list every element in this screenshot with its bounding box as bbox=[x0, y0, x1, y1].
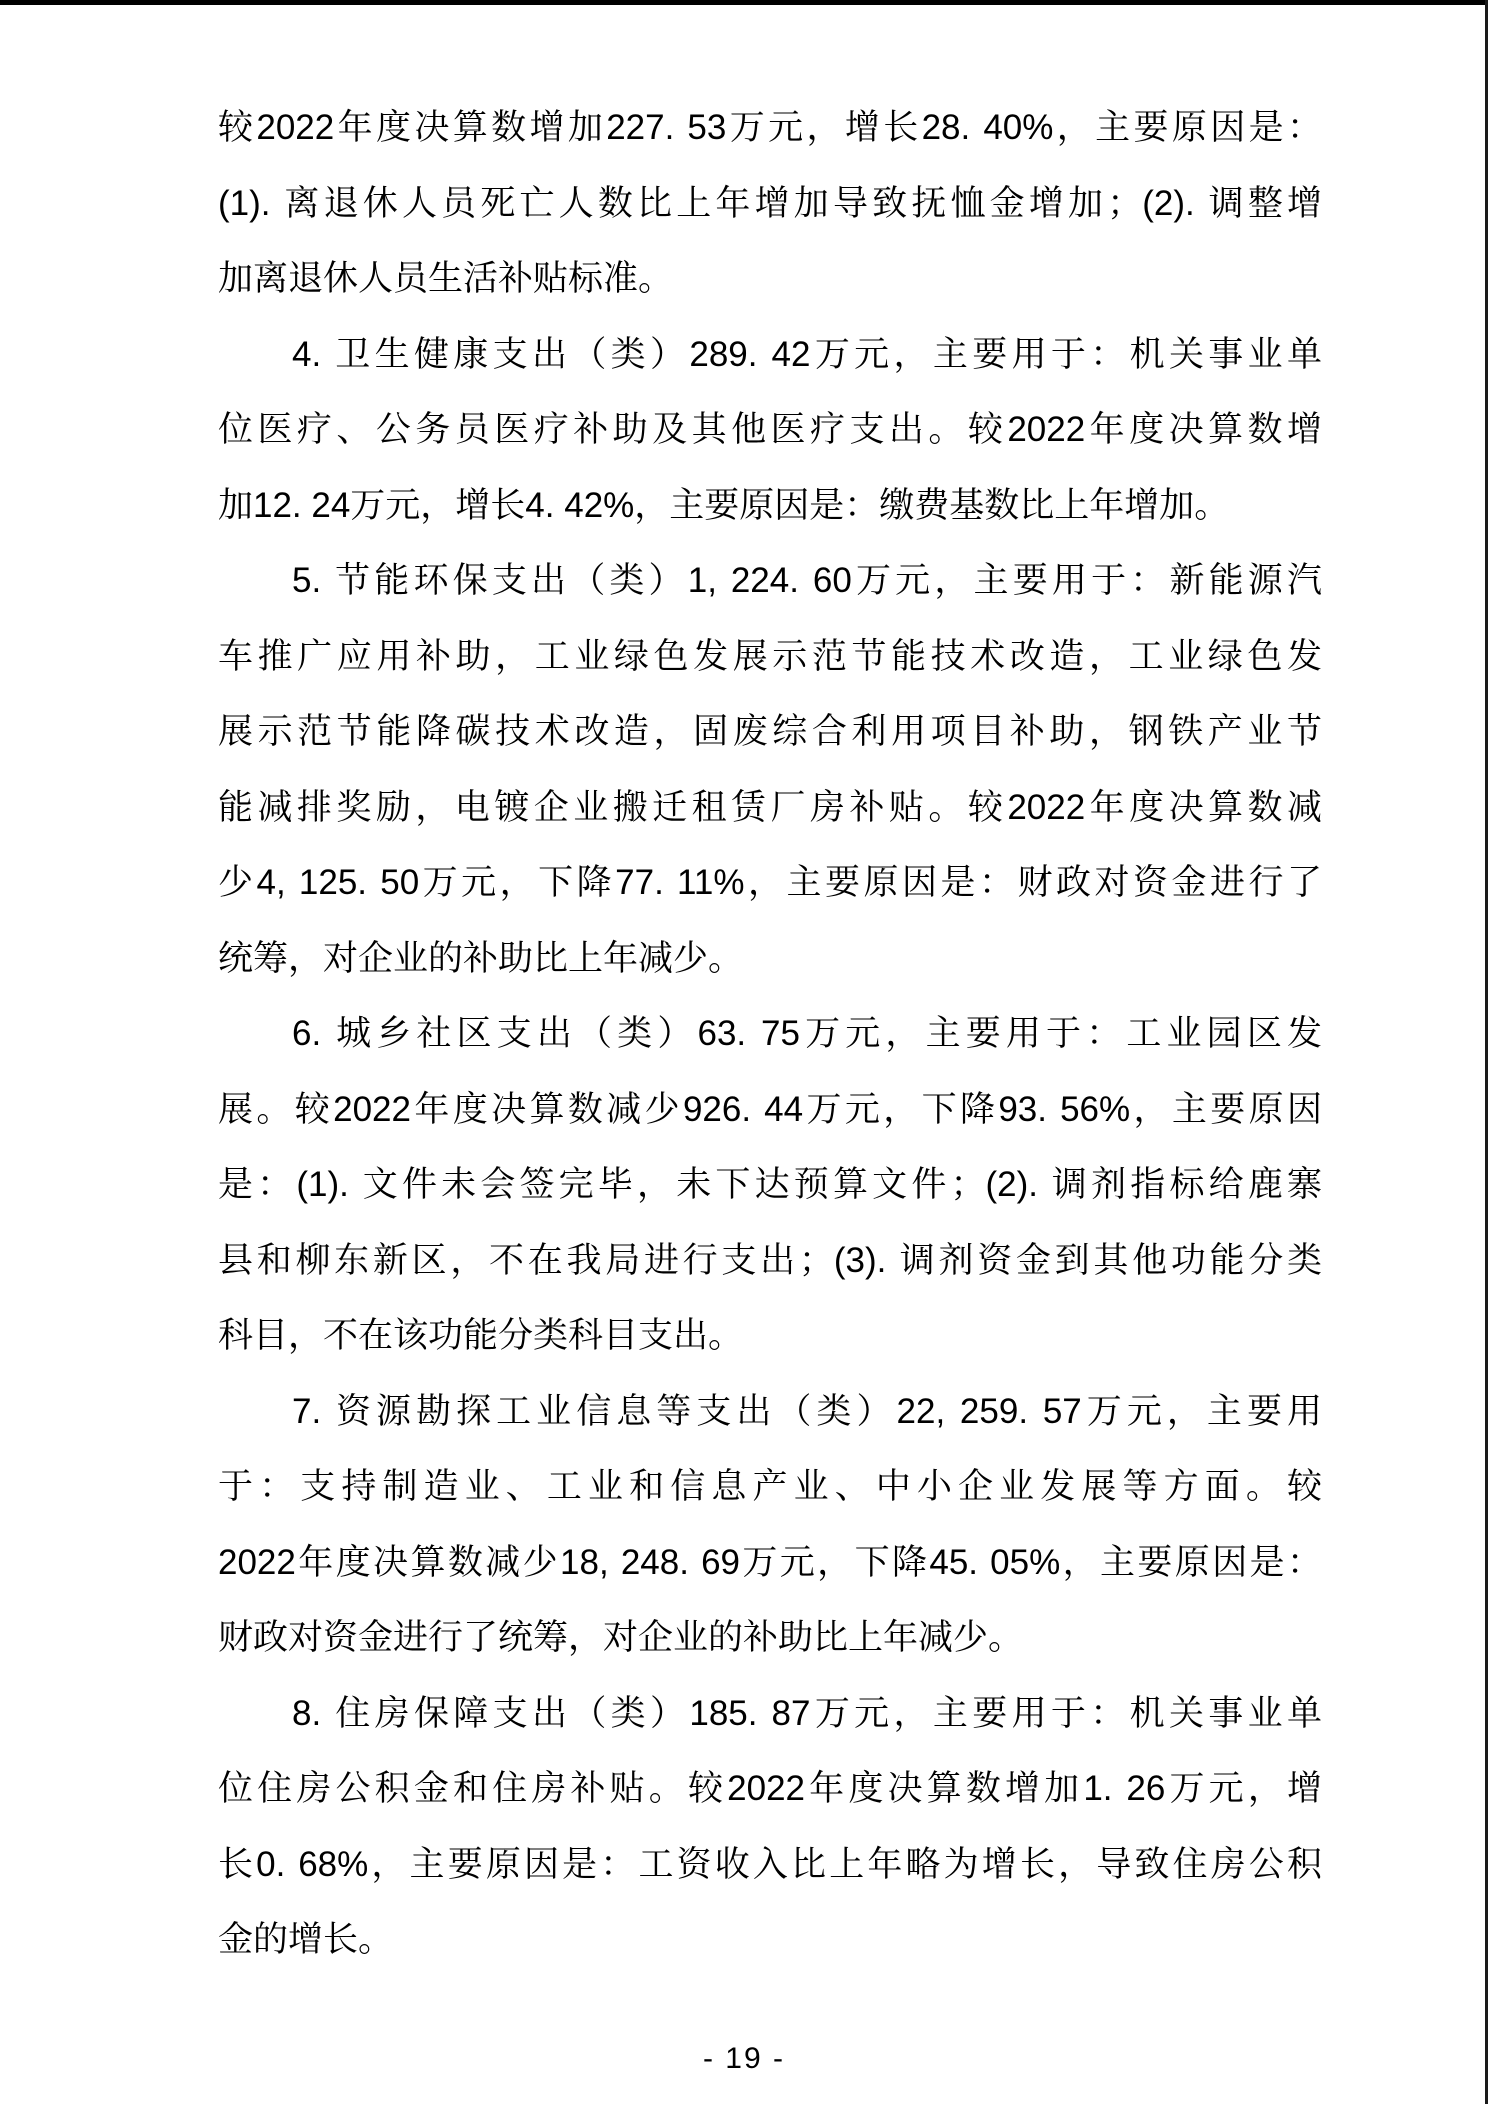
text-line: 加12. 24万元，增长4. 42%，主要原因是：缴费基数比上年增加。 bbox=[218, 485, 1230, 525]
text-line: (1). 离退休人员死亡人数比上年增加导致抚恤金增加；(2). 调整增 bbox=[218, 183, 1322, 223]
text-line: 8. 住房保障支出（类）185. 87万元，主要用于：机关事业单 bbox=[292, 1693, 1322, 1733]
page-number: - 19 - bbox=[702, 2042, 786, 2075]
text-line: 金的增长。 bbox=[218, 1920, 394, 1959]
text-line: 2022年度决算数减少18, 248. 69万元，下降45. 05%，主要原因是： bbox=[218, 1542, 1322, 1582]
text-line: 展示范节能降碳技术改造，固废综合利用项目补助，钢铁产业节 bbox=[218, 712, 1322, 751]
text-line: 较2022年度决算数增加227. 53万元，增长28. 40%，主要原因是： bbox=[218, 108, 1322, 147]
text-line: 车推广应用补助，工业绿色发展示范节能技术改造，工业绿色发 bbox=[218, 636, 1322, 676]
text-line: 于：支持制造业、工业和信息产业、中小企业发展等方面。较 bbox=[218, 1467, 1322, 1506]
page-body-text bbox=[218, 90, 1322, 1978]
text-line: 统筹，对企业的补助比上年减少。 bbox=[218, 938, 744, 978]
text-line: 财政对资金进行了统筹，对企业的补助比上年减少。 bbox=[218, 1618, 1024, 1657]
text-line: 县和柳东新区，不在我局进行支出；(3). 调剂资金到其他功能分类 bbox=[218, 1240, 1322, 1280]
text-line: 5. 节能环保支出（类）1, 224. 60万元，主要用于：新能源汽 bbox=[292, 561, 1322, 600]
text-line: 6. 城乡社区支出（类）63. 75万元，主要用于：工业园区发 bbox=[292, 1014, 1322, 1053]
text-line: 位住房公积金和住房补贴。较2022年度决算数增加1. 26万元，增 bbox=[218, 1769, 1322, 1808]
text-line: 少4, 125. 50万元，下降77. 11%，主要原因是：财政对资金进行了 bbox=[218, 863, 1322, 902]
text-line: 位医疗、公务员医疗补助及其他医疗支出。较2022年度决算数增 bbox=[218, 410, 1322, 449]
text-line: 能减排奖励，电镀企业搬迁租赁厂房补贴。较2022年度决算数减 bbox=[218, 787, 1322, 827]
text-line: 是：(1). 文件未会签完毕，未下达预算文件；(2). 调剂指标给鹿寨 bbox=[218, 1165, 1322, 1204]
text-line: 7. 资源勘探工业信息等支出（类）22, 259. 57万元，主要用 bbox=[292, 1391, 1322, 1431]
text-line: 4. 卫生健康支出（类）289. 42万元，主要用于：机关事业单 bbox=[292, 334, 1322, 374]
text-line: 科目，不在该功能分类科目支出。 bbox=[218, 1316, 744, 1355]
text-line: 展。较2022年度决算数减少926. 44万元，下降93. 56%，主要原因 bbox=[218, 1089, 1322, 1129]
text-line: 加离退休人员生活补贴标准。 bbox=[218, 259, 674, 298]
text-line: 长0. 68%，主要原因是：工资收入比上年略为增长，导致住房公积 bbox=[218, 1844, 1322, 1884]
page-top-border bbox=[0, 0, 1488, 5]
